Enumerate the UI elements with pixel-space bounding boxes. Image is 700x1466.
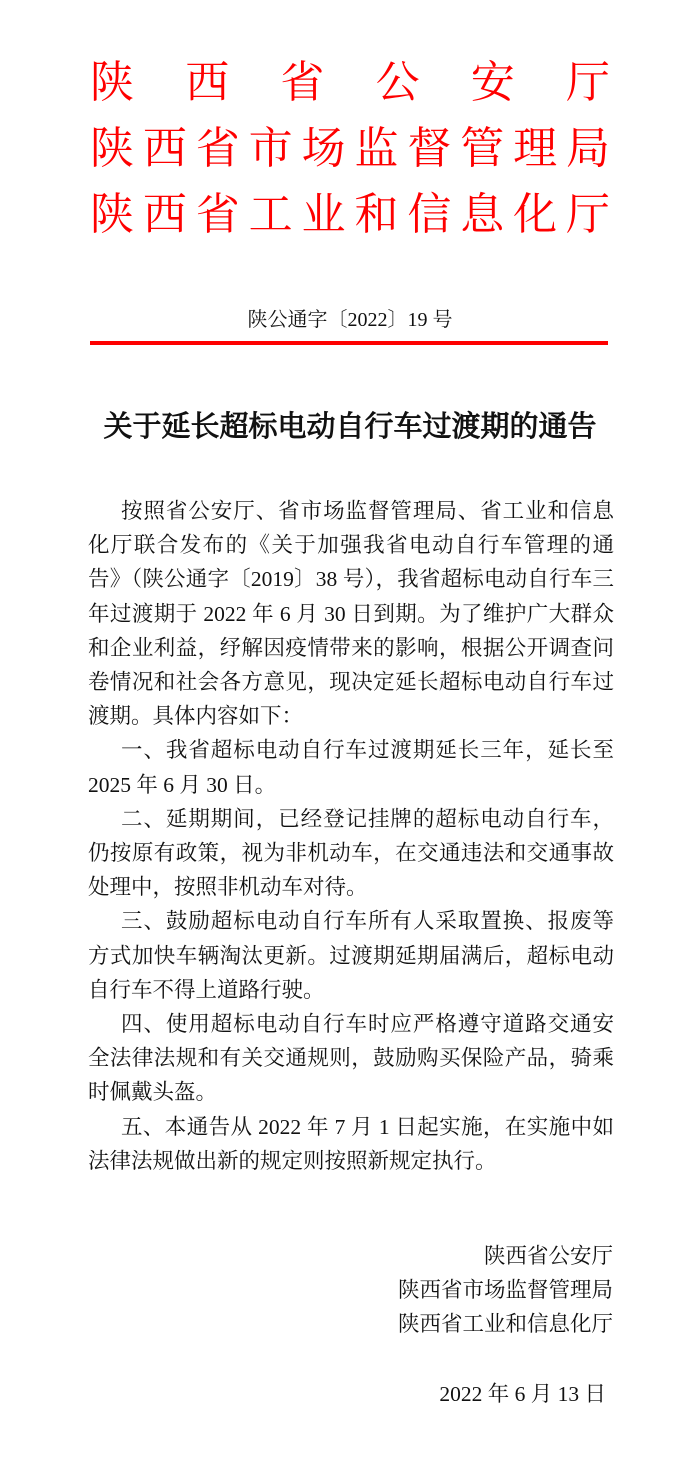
document-body xyxy=(88,494,614,1178)
document-title: 关于延长超标电动自行车过渡期的通告 xyxy=(103,411,597,443)
letterhead-agency-3: 陕西省工业和信息化厅 xyxy=(90,190,610,239)
document-reference-number: 陕公通字〔2022〕19 号 xyxy=(247,309,453,331)
body-paragraph-item-4: 四、使用超标电动自行车时应严格遵守道路交通安全法律法规和有关交通规则，鼓励购买保险产品，骑乘时佩戴头盔。 xyxy=(88,1012,614,1105)
body-paragraph-item-1: 一、我省超标电动自行车过渡期延长三年，延长至 2025 年 6 月 30 日。 xyxy=(88,738,614,797)
body-paragraph-item-5: 五、本通告从 2022 年 7 月 1 日起实施，在实施中如法律法规做出新的规定则按照新规定执行。 xyxy=(88,1114,614,1173)
signature-agency-2: 陕西省市场监督管理局 xyxy=(397,1278,613,1302)
document-date: 2022 年 6 月 13 日 xyxy=(439,1382,606,1406)
letterhead-agency-2: 陕西省市场监督管理局 xyxy=(90,124,610,173)
red-letterhead xyxy=(90,50,610,248)
body-paragraph-intro: 按照省公安厅、省市场监督管理局、省工业和信息化厅联合发布的《关于加强我省电动自行车管理的通告》（陕公通字〔2019〕38 号），我省超标电动自行车三年过渡期于 2022 年 6 月 30 日到期。为了维护广大群众和企业利益，纾解因疫情带来的影响，根据公开调查问卷情况和社会各方意见，现决定延长超标电动自行车过渡期。具体内容如下： xyxy=(88,499,614,729)
body-paragraph-item-3: 三、鼓励超标电动自行车所有人采取置换、报废等方式加快车辆淘汰更新。过渡期延期届满后，超标电动自行车不得上道路行驶。 xyxy=(88,909,614,1002)
signature-agency-3: 陕西省工业和信息化厅 xyxy=(397,1312,613,1336)
signature-agency-1: 陕西省公安厅 xyxy=(483,1244,613,1268)
body-paragraph-item-2: 二、延期期间，已经登记挂牌的超标电动自行车，仍按原有政策，视为非机动车，在交通违法和交通事故处理中，按照非机动车对待。 xyxy=(88,806,614,900)
signature-block xyxy=(398,1239,613,1341)
letterhead-agency-1: 陕西省公安厅 xyxy=(90,58,610,107)
red-separator-line xyxy=(90,341,608,345)
